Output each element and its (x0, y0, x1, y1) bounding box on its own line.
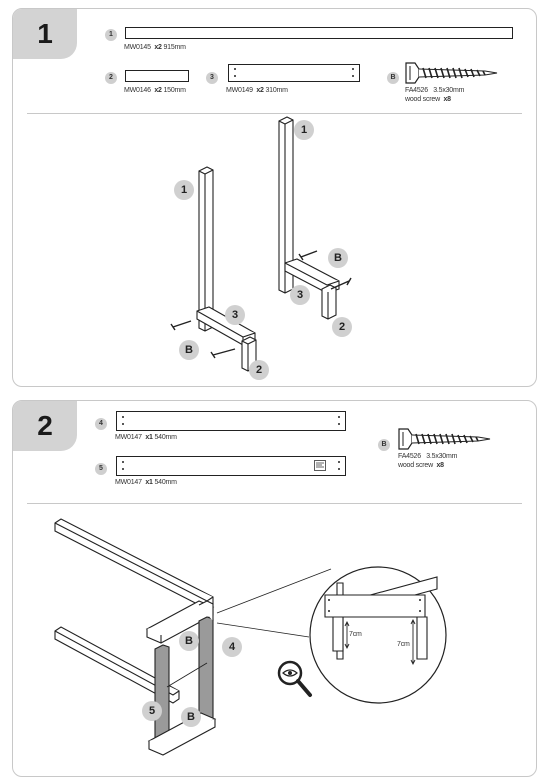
part-badge: 4 (95, 418, 107, 430)
step-number: 1 (13, 9, 77, 59)
screw-badge: B (387, 72, 399, 84)
leg-assembly-drawing (13, 9, 536, 386)
callout: 5 (142, 701, 162, 721)
part-badge: 1 (105, 29, 117, 41)
part-badge: 3 (206, 72, 218, 84)
part-label: MW0149 x2 310mm (226, 87, 288, 94)
frame-assembly-drawing (13, 401, 536, 776)
part-badge: 5 (95, 463, 107, 475)
callout: B (179, 631, 199, 651)
step-number: 2 (13, 401, 77, 451)
step-2-panel (12, 400, 537, 777)
part-label: MW0147 x1 540mm (115, 434, 177, 441)
screw-label: FA4526 3.5x30mm (398, 453, 458, 460)
step-1-panel (12, 8, 537, 387)
callout: 4 (222, 637, 242, 657)
callout: 3 (225, 305, 245, 325)
screw-badge: B (378, 439, 390, 451)
screw-desc: wood screw x8 (405, 96, 451, 103)
measure-label: 7cm (349, 631, 362, 638)
callout: B (181, 707, 201, 727)
callout: 1 (174, 180, 194, 200)
callout: 2 (332, 317, 352, 337)
screw-label: FA4526 3.5x30mm (405, 87, 465, 94)
part-label: MW0145 x2 915mm (124, 44, 186, 51)
callout: B (328, 248, 348, 268)
measure-label: 7cm (397, 641, 410, 648)
screw-desc: wood screw x8 (398, 462, 444, 469)
part-label: MW0146 x2 150mm (124, 87, 186, 94)
callout: 3 (290, 285, 310, 305)
callout: 2 (249, 360, 269, 380)
part-badge: 2 (105, 72, 117, 84)
magnifier-eye-icon (279, 662, 310, 695)
part-label: MW0147 x1 540mm (115, 479, 177, 486)
callout: 1 (294, 120, 314, 140)
callout: B (179, 340, 199, 360)
